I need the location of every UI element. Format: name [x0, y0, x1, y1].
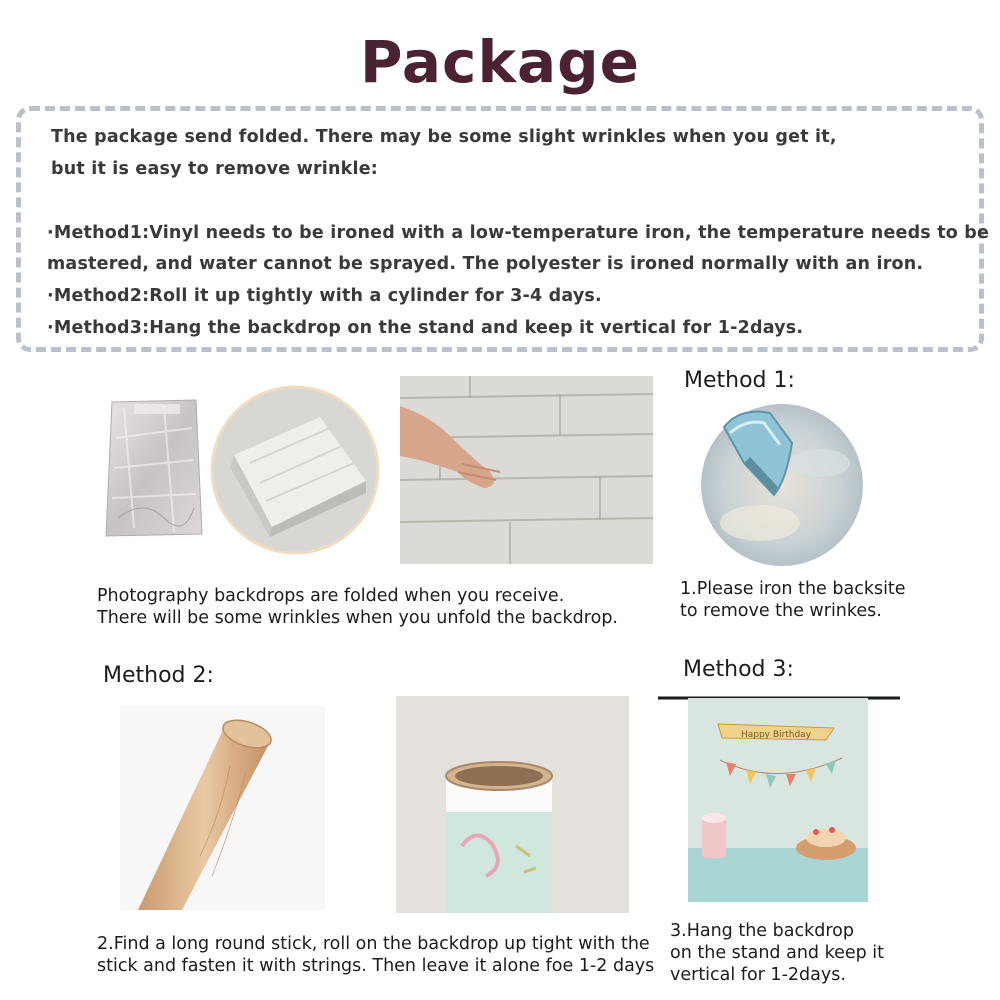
folded-caption-1: Photography backdrops are folded when you receive.	[97, 586, 565, 606]
page-title: Package	[359, 28, 641, 96]
unfolded-backdrop-image	[400, 376, 653, 564]
method3-caption-2: on the stand and keep it	[670, 943, 885, 963]
method3-heading: Method 3:	[683, 657, 794, 682]
notice-method1-line-2: mastered, and water cannot be sprayed. The polyester is ironed normally with an iron.	[47, 254, 924, 274]
iron-image	[700, 403, 864, 567]
wooden-stick-image	[120, 706, 325, 910]
folded-caption-2: There will be some wrinkles when you unfold the backdrop.	[97, 608, 618, 628]
method1-caption-1: 1.Please iron the backsite	[680, 579, 906, 599]
rolled-backdrop-image	[396, 696, 629, 913]
method1-caption-2: to remove the wrinkes.	[680, 601, 882, 621]
hanging-backdrop-image	[656, 688, 902, 902]
notice-method2: ·Method2:Roll it up tightly with a cylinder for 3-4 days.	[47, 286, 602, 306]
method3-caption-3: vertical for 1-2days.	[670, 965, 846, 985]
method2-heading: Method 2:	[103, 663, 214, 688]
method3-caption-1: 3.Hang the backdrop	[670, 921, 854, 941]
notice-box	[16, 106, 990, 352]
notice-method1-line-1: ·Method1:Vinyl needs to be ironed with a low-temperature iron, the temperature needs to be	[47, 223, 990, 243]
notice-line-1: The package send folded. There may be some slight wrinkles when you get it,	[51, 127, 837, 147]
folded-backdrop-image	[210, 385, 380, 555]
notice-line-2: but it is easy to remove wrinkle:	[51, 159, 378, 179]
bubble-mailer-image	[104, 398, 204, 538]
method2-caption-2: stick and fasten it with strings. Then leave it alone foe 1-2 days	[97, 956, 655, 976]
notice-method3: ·Method3:Hang the backdrop on the stand and keep it vertical for 1-2days.	[47, 318, 804, 338]
method1-heading: Method 1:	[684, 368, 795, 393]
birthday-banner-text: Happy Birthday	[740, 730, 812, 740]
method2-caption-1: 2.Find a long round stick, roll on the backdrop up tight with the	[97, 934, 650, 954]
